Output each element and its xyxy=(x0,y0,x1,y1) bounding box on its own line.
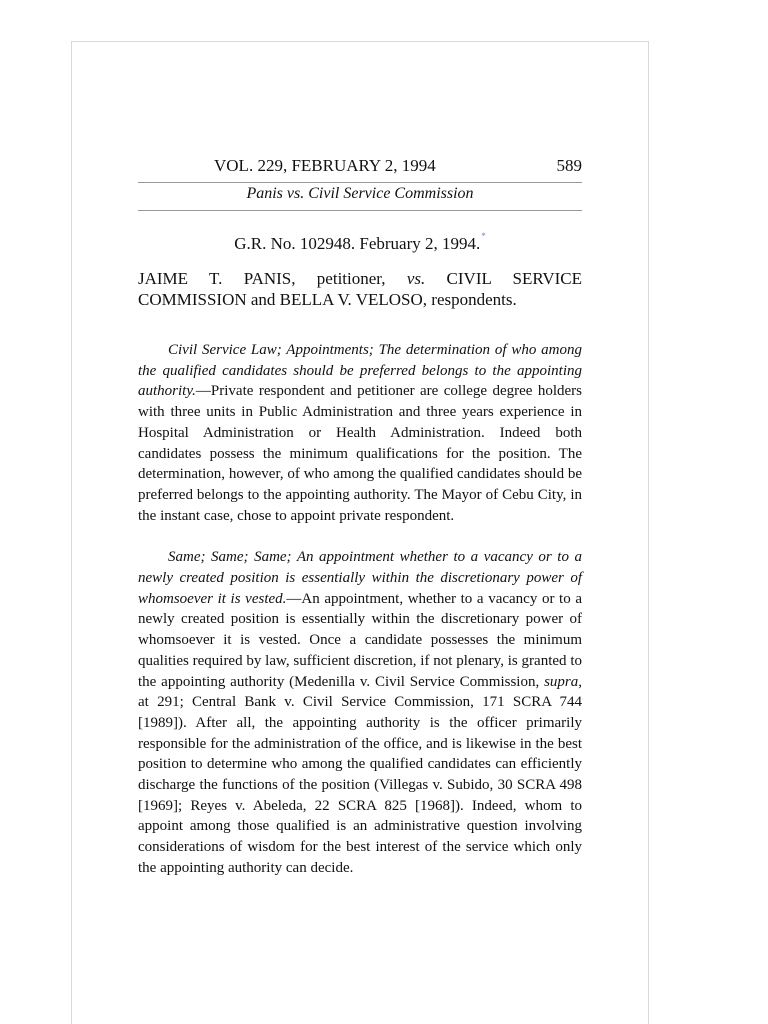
footnote-marker[interactable]: * xyxy=(481,231,486,241)
respondents: CIVIL SERVICE COMMISSION and BELLA V. VELOSO, respondents. xyxy=(138,269,583,309)
running-title: Panis vs. Civil Service Commission xyxy=(246,185,474,202)
syllabus-heading: Civil Service Law; Appointments; The determination of who among the qualified candidates should be preferred belongs to the appointing authority. xyxy=(138,342,582,400)
page-content xyxy=(138,150,582,879)
syllabus-heading: Same; Same; Same; An appointment whether to a vacancy or to a newly created position is essentially within the discretionary power of whomsoever it is vested. xyxy=(138,549,582,607)
case-number xyxy=(138,222,582,253)
citation-supra: supra, xyxy=(544,673,582,690)
petitioner: JAIME T. PANIS, petitioner, xyxy=(138,269,386,288)
versus: vs. xyxy=(406,269,426,288)
syllabus-paragraph xyxy=(138,340,582,526)
case-number-text: G.R. No. 102948. February 2, 1994. xyxy=(234,234,481,253)
syllabus-body: —An appointment, whether to a vacancy or to a newly created position is essentially within the discretionary power of whomsoever it is vested. Once a candidate possesses the minimum qualities required by law, sufficient discretion, if not plenary, is granted to the appointing authority (Medenilla v. Civil Service Commission, xyxy=(138,590,582,690)
header-rule-bottom xyxy=(138,210,582,211)
syllabus-body-continued: at 291; Central Bank v. Civil Service Commission, 171 SCRA 744 [1989]). After all, the appointing authority is the officer primarily responsible for the administration of the office, and is likewise in the best position to determine who among the qualified candidates can efficiently discharge the functions of the position (Villegas v. Subido, 30 SCRA 498 [1969]; Reyes v. Abeleda, 22 SCRA 825 [1968]). Indeed, whom to appoint among those qualified is an administrative question involving considerations of wisdom for the best interest of the service which only the appointing authority can decide. xyxy=(138,694,582,876)
case-parties xyxy=(138,268,582,310)
syllabus-body: —Private respondent and petitioner are college degree holders with three units in Public Administration and three years experience in Hospital Administration or Health Administration. Indeed both candidates possess the minimum qualifications for the position. The determination, however, of who among the qualified candidates should be preferred belongs to the appointing authority. The Mayor of Cebu City, in the instant case, chose to appoint private respondent. xyxy=(138,383,582,524)
page-number: 589 xyxy=(556,156,582,175)
syllabus-paragraph xyxy=(138,547,582,878)
volume-date: VOL. 229, FEBRUARY 2, 1994 xyxy=(214,156,436,175)
page-header xyxy=(138,150,582,182)
